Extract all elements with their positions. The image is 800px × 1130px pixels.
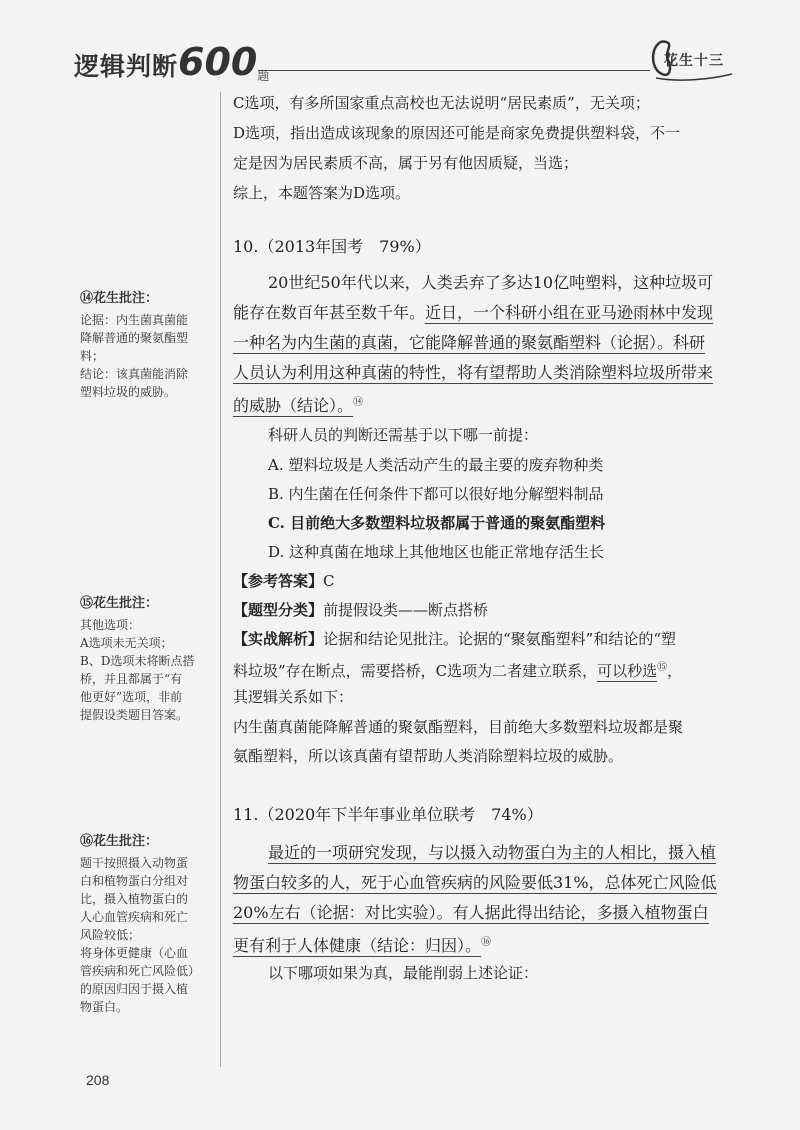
q10-stem-line: 能存在数百年甚至数千年。近日，一个科研小组在亚马逊雨林中发现 bbox=[233, 303, 714, 322]
q11-question: 以下哪项如果为真，最能削弱上述论证： bbox=[268, 964, 539, 982]
page-number: 208 bbox=[86, 1072, 110, 1088]
q10-analysis-line: 氨酯塑料，所以该真菌有望帮助人类消除塑料垃圾的威胁。 bbox=[233, 747, 624, 765]
side-note-14 bbox=[80, 290, 220, 401]
question-11-heading: 11.（2020年下半年事业单位联考 74%） bbox=[233, 805, 543, 824]
q10-analysis-line: 其逻辑关系如下： bbox=[233, 688, 354, 706]
q10-option-b: B. 内生菌在任何条件下都可以很好地分解塑料制品 bbox=[268, 485, 604, 503]
side-note-line: 人心血管疾病和死亡 bbox=[80, 910, 189, 924]
side-note-line: 论据：内生菌真菌能 bbox=[80, 313, 189, 327]
side-note-line: B、D选项未将断点搭 bbox=[80, 654, 195, 668]
side-note-line: 他更好”选项，非前 bbox=[80, 690, 183, 704]
q10-stem-line: 20世纪50年代以来，人类丢弃了多达10亿吨塑料，这种垃圾可 bbox=[268, 273, 714, 292]
side-note-title: ⑮花生批注： bbox=[80, 596, 159, 611]
q10-analysis-line: 内生菌真菌能降解普通的聚氨酯塑料，目前绝大多数塑料垃圾都是聚 bbox=[233, 718, 684, 736]
q10-answer: 【参考答案】C bbox=[233, 572, 335, 590]
side-note-line: 降解普通的聚氨酯塑 bbox=[80, 331, 189, 345]
side-note-line: 桥，并且都属于“有 bbox=[80, 672, 183, 686]
q10-stem-line: 的威胁（结论）。⑭ bbox=[233, 396, 364, 416]
body-line: 定是因为居民素质不高，属于另有他因质疑，当选； bbox=[233, 154, 579, 172]
q10-stem-line: 一种名为内生菌的真菌，它能降解普通的聚氨酯塑料（论据）。科研 bbox=[233, 333, 706, 352]
side-note-line: 其他选项： bbox=[80, 618, 141, 632]
book-title: 逻辑判断600题 bbox=[74, 40, 271, 84]
side-note-line: 塑料垃圾的威胁。 bbox=[80, 385, 177, 399]
q11-stem-line: 最近的一项研究发现，与以摄入动物蛋白为主的人相比，摄入植 bbox=[268, 843, 717, 862]
q10-option-c: C. 目前绝大多数塑料垃圾都属于普通的聚氨酯塑料 bbox=[268, 514, 606, 532]
side-note-line: 的原因归因于摄入植 bbox=[80, 982, 189, 996]
side-note-line: 物蛋白。 bbox=[80, 1000, 129, 1014]
body-line: D选项，指出造成该现象的原因还可能是商家免费提供塑料袋，不一 bbox=[233, 124, 681, 142]
q11-stem-line: 物蛋白较多的人，死于心血管疾病的风险要低31%，总体死亡风险低 bbox=[233, 873, 717, 892]
header-rule bbox=[258, 70, 650, 71]
q10-question: 科研人员的判断还需基于以下哪一前提： bbox=[268, 426, 539, 444]
side-note-line: 风险较低； bbox=[80, 928, 141, 942]
q11-stem-line: 更有利于人体健康（结论：归因）。⑯ bbox=[233, 936, 492, 956]
side-note-line: 将身体更健康（心血 bbox=[80, 946, 189, 960]
side-note-title: ⑭花生批注： bbox=[80, 291, 159, 306]
body-line: C选项，有多所国家重点高校也无法说明“居民素质”，无关项； bbox=[233, 94, 650, 112]
side-note-line: 料； bbox=[80, 349, 105, 363]
body-line: 综上，本题答案为D选项。 bbox=[233, 184, 411, 202]
side-note-line: 管疾病和死亡风险低） bbox=[80, 964, 201, 978]
q10-analysis-line: 【实战解析】论据和结论见批注。论据的“聚氨酯塑料”和结论的“塑 bbox=[233, 630, 677, 648]
side-note-16 bbox=[80, 833, 220, 1016]
side-note-15 bbox=[80, 595, 220, 724]
side-note-line: 提假设类题目答案。 bbox=[80, 708, 189, 722]
q10-option-d: D. 这种真菌在地球上其他地区也能正常地存活生长 bbox=[268, 543, 605, 561]
side-note-line: 白和植物蛋白分组对 bbox=[80, 874, 189, 888]
question-10-heading: 10.（2013年国考 79%） bbox=[233, 237, 431, 256]
side-note-line: 结论：该真菌能消除 bbox=[80, 367, 189, 381]
column-divider bbox=[220, 92, 221, 1067]
side-note-line: A选项未无关项； bbox=[80, 636, 173, 650]
side-note-line: 题干按照摄入动物蛋 bbox=[80, 856, 189, 870]
q10-option-a: A. 塑料垃圾是人类活动产生的最主要的废弃物种类 bbox=[268, 456, 604, 474]
q10-type: 【题型分类】前提假设类——断点搭桥 bbox=[233, 601, 489, 619]
q10-stem-line: 人员认为利用这种真菌的特性，将有望帮助人类消除塑料垃圾所带来 bbox=[233, 363, 714, 382]
q10-analysis-line: 料垃圾”存在断点，需要搭桥，C选项为二者建立联系，可以秒选⑮， bbox=[233, 662, 683, 680]
brand-name: 花生十三 bbox=[664, 53, 724, 69]
q11-stem-line: 20%左右（论据：对比实验）。有人据此得出结论，多摄入植物蛋白 bbox=[233, 903, 709, 922]
side-note-line: 比，摄入植物蛋白的 bbox=[80, 892, 189, 906]
side-note-title: ⑯花生批注： bbox=[80, 834, 159, 849]
